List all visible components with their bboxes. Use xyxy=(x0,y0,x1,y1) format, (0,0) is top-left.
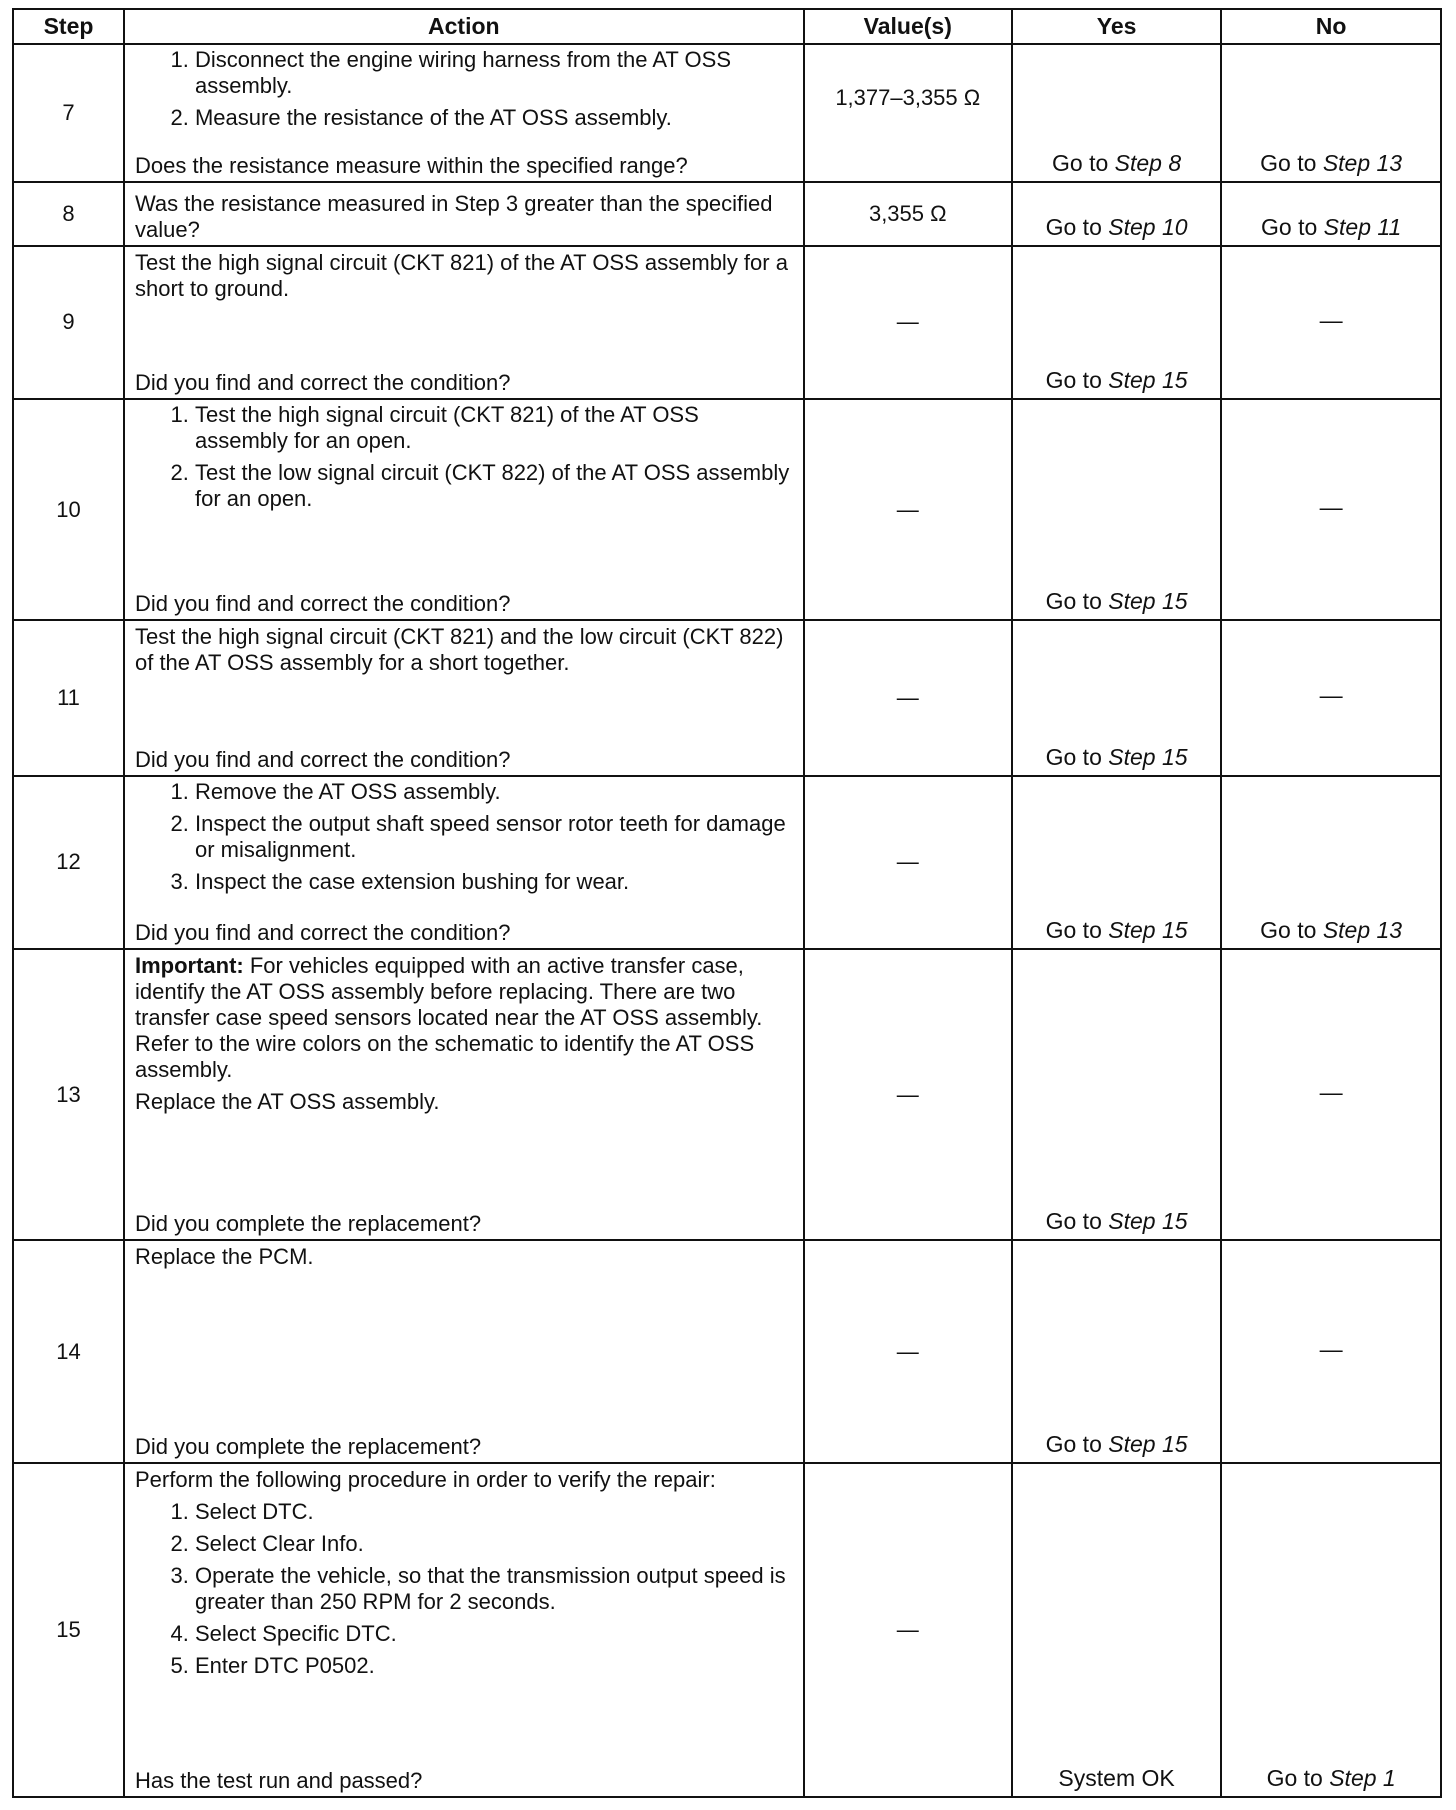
action-cell xyxy=(124,44,804,182)
header-action: Action xyxy=(124,9,804,44)
yes-result-text: Go to xyxy=(1045,213,1109,240)
no-cell xyxy=(1221,246,1441,399)
no-step-reference: Step 13 xyxy=(1322,917,1403,944)
yes-result-text: Go to xyxy=(1045,917,1109,944)
step-number: 11 xyxy=(13,620,124,776)
value-cell: — xyxy=(804,1463,1012,1797)
header-no: No xyxy=(1221,9,1441,44)
table-row xyxy=(13,1463,1441,1797)
action-steps-list xyxy=(135,47,793,131)
action-cell xyxy=(124,399,804,620)
action-question: Does the resistance measure within the specified range? xyxy=(134,152,688,178)
yes-step-reference: Step 8 xyxy=(1114,149,1182,176)
step-number: 10 xyxy=(13,399,124,620)
header-yes: Yes xyxy=(1012,9,1221,44)
no-cell xyxy=(1221,620,1441,776)
action-question: Did you find and correct the condition? xyxy=(134,370,511,396)
no-cell xyxy=(1221,1463,1441,1797)
action-steps-list xyxy=(135,1499,793,1679)
yes-result-text: Go to xyxy=(1045,1208,1109,1235)
yes-step-reference: Step 15 xyxy=(1108,1431,1188,1458)
action-cell xyxy=(124,620,804,776)
step-number: 12 xyxy=(13,776,124,950)
action-intro: Perform the following procedure in order to verify the repair: xyxy=(134,1467,716,1493)
no-cell xyxy=(1221,776,1441,950)
step-number: 8 xyxy=(13,182,124,246)
table-row xyxy=(13,1240,1441,1463)
yes-cell xyxy=(1012,44,1221,182)
list-item: 5. Enter DTC P0502. xyxy=(195,1653,793,1679)
value-cell: 1,377–3,355 Ω xyxy=(804,44,1012,182)
action-question: Has the test run and passed? xyxy=(134,1768,423,1793)
action-question: Did you complete the replacement? xyxy=(134,1211,482,1237)
table-row xyxy=(13,776,1441,950)
list-item: 2. Test the low signal circuit (CKT 822) of the AT OSS assembly for an open. xyxy=(195,460,793,512)
header-step: Step xyxy=(13,9,124,44)
action-cell xyxy=(124,1463,804,1797)
action-question: Did you find and correct the condition? xyxy=(134,591,511,617)
action-question: Did you find and correct the condition? xyxy=(134,920,511,946)
yes-step-reference: Step 15 xyxy=(1108,743,1188,770)
yes-cell xyxy=(1012,620,1221,776)
yes-cell xyxy=(1012,246,1221,399)
action-question: Did you find and correct the condition? xyxy=(134,746,511,772)
list-item: 4. Select Specific DTC. xyxy=(195,1621,793,1647)
action-cell xyxy=(124,1240,804,1463)
action-cell xyxy=(124,246,804,399)
yes-result-text: Go to xyxy=(1045,1431,1109,1458)
no-cell xyxy=(1221,399,1441,620)
yes-step-reference: Step 15 xyxy=(1108,1208,1188,1235)
yes-step-reference: Step 15 xyxy=(1108,367,1188,394)
header-values: Value(s) xyxy=(804,9,1012,44)
yes-result-text: Go to xyxy=(1045,743,1109,770)
action-question: Did you complete the replacement? xyxy=(134,1434,482,1460)
action-question: Was the resistance measured in Step 3 greater than the specified value? xyxy=(134,190,773,242)
action-intro: Replace the PCM. xyxy=(134,1244,314,1270)
table-body xyxy=(13,44,1441,1797)
yes-cell xyxy=(1012,776,1221,950)
no-cell xyxy=(1221,182,1441,246)
list-item: 1. Select DTC. xyxy=(195,1499,793,1525)
no-cell xyxy=(1221,949,1441,1240)
list-item: 2. Measure the resistance of the AT OSS assembly. xyxy=(195,105,793,131)
step-number: 14 xyxy=(13,1240,124,1463)
list-item: 3. Operate the vehicle, so that the transmission output speed is greater than 250 RPM for 2 seconds. xyxy=(195,1563,793,1615)
no-result-text: Go to xyxy=(1261,213,1324,240)
value-cell: — xyxy=(804,620,1012,776)
yes-step-reference: Step 15 xyxy=(1108,588,1188,615)
important-text: For vehicles equipped with an active transfer case, identify the AT OSS assembly before replacing. There are two transfer case speed sensors located near the AT OSS assembly. Refer to the wire colors on the schematic to identify the AT OSS assembly. xyxy=(134,953,763,1083)
table-row xyxy=(13,949,1441,1240)
no-result-text: — xyxy=(1319,306,1343,333)
table-row xyxy=(13,246,1441,399)
no-step-reference: Step 1 xyxy=(1329,1765,1396,1791)
action-cell xyxy=(124,776,804,950)
list-item: 1. Test the high signal circuit (CKT 821) of the AT OSS assembly for an open. xyxy=(195,402,793,454)
yes-step-reference: Step 10 xyxy=(1108,213,1188,240)
list-item: 2. Inspect the output shaft speed sensor rotor teeth for damage or misalignment. xyxy=(195,811,793,863)
table-row xyxy=(13,44,1441,182)
table-row xyxy=(13,182,1441,246)
important-label: Important: xyxy=(134,953,244,979)
value-cell: — xyxy=(804,1240,1012,1463)
no-result-text: Go to xyxy=(1260,917,1323,944)
value-cell: 3,355 Ω xyxy=(804,182,1012,246)
yes-cell xyxy=(1012,182,1221,246)
list-item: 2. Select Clear Info. xyxy=(195,1531,793,1557)
yes-cell xyxy=(1012,399,1221,620)
yes-cell xyxy=(1012,949,1221,1240)
step-number: 15 xyxy=(13,1463,124,1797)
no-result-text: — xyxy=(1319,1079,1343,1106)
action-steps-list xyxy=(135,402,793,512)
action-steps-list xyxy=(135,779,793,895)
table-row xyxy=(13,399,1441,620)
action-cell xyxy=(124,949,804,1240)
no-result-text: — xyxy=(1319,494,1343,521)
no-cell xyxy=(1221,1240,1441,1463)
important-note xyxy=(135,953,793,1083)
no-cell xyxy=(1221,44,1441,182)
action-intro: Test the high signal circuit (CKT 821) of the AT OSS assembly for a short to ground. xyxy=(134,249,788,301)
yes-result-text: Go to xyxy=(1045,588,1109,615)
action-intro: Test the high signal circuit (CKT 821) and the low circuit (CKT 822) of the AT OSS assembly for a short together. xyxy=(134,624,784,676)
value-cell: — xyxy=(804,399,1012,620)
no-result-text: Go to xyxy=(1266,1765,1330,1791)
action-instruction: Replace the AT OSS assembly. xyxy=(134,1089,440,1115)
value-cell: — xyxy=(804,246,1012,399)
diagnostic-table xyxy=(12,8,1442,1798)
table-row xyxy=(13,620,1441,776)
value-cell: — xyxy=(804,949,1012,1240)
no-result-text: — xyxy=(1319,682,1343,709)
no-step-reference: Step 13 xyxy=(1322,149,1403,176)
step-number: 9 xyxy=(13,246,124,399)
list-item: 3. Inspect the case extension bushing for wear. xyxy=(195,869,793,895)
no-result-text: — xyxy=(1319,1336,1343,1363)
list-item: 1. Remove the AT OSS assembly. xyxy=(195,779,793,805)
yes-cell xyxy=(1012,1240,1221,1463)
step-number: 13 xyxy=(13,949,124,1240)
yes-step-reference: Step 15 xyxy=(1108,917,1188,944)
no-result-text: Go to xyxy=(1260,149,1323,176)
yes-result-text: System OK xyxy=(1058,1765,1175,1791)
no-step-reference: Step 11 xyxy=(1323,213,1402,240)
list-item: 1. Disconnect the engine wiring harness from the AT OSS assembly. xyxy=(195,47,793,99)
action-cell xyxy=(124,182,804,246)
header-row xyxy=(13,9,1441,44)
yes-result-text: Go to xyxy=(1052,149,1115,176)
step-number: 7 xyxy=(13,44,124,182)
yes-result-text: Go to xyxy=(1045,367,1109,394)
yes-cell xyxy=(1012,1463,1221,1797)
value-cell: — xyxy=(804,776,1012,950)
